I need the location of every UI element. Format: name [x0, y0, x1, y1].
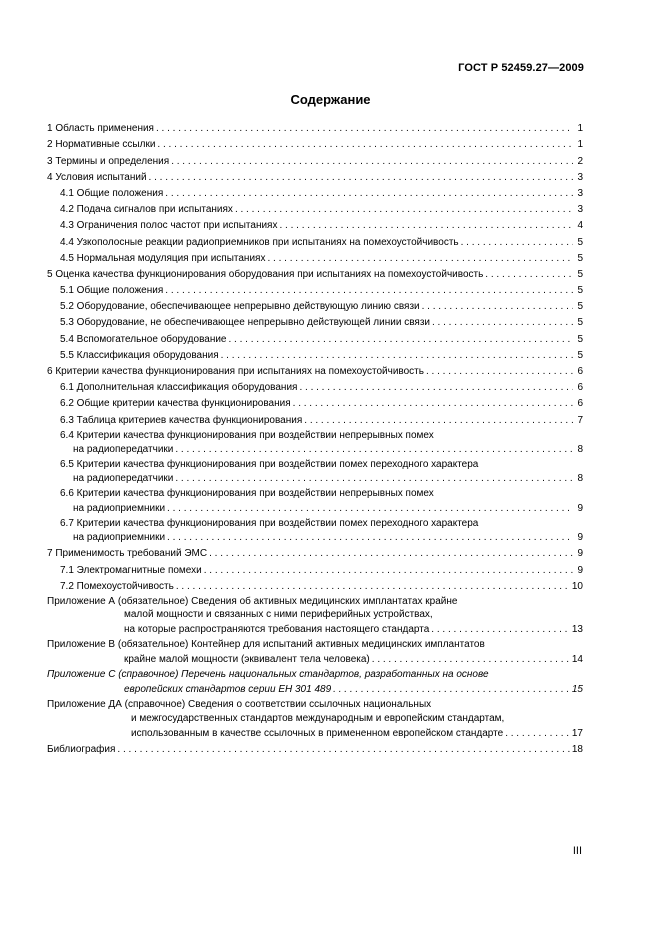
toc-entry-label: 4.4 Узкополосные реакции радиоприемников при испытаниях на помехоустойчивость	[60, 236, 459, 248]
toc-entry-label-cont: на радиоприемники	[73, 532, 166, 544]
toc-entry-1[interactable]	[47, 119, 583, 135]
appendix-heading-cont: на которые распространяются требования настоящего стандарта	[124, 624, 430, 636]
toc-entry-7-2[interactable]	[47, 577, 583, 593]
dot-leader	[157, 139, 573, 151]
toc-entry-label: 6.2 Общие критерии качества функционирования	[60, 398, 291, 410]
appendix-heading: Приложение ДА (справочное) Сведения о соответствии ссылочных национальных	[47, 699, 432, 711]
toc-entry-label: 5.3 Оборудование, не обеспечивающее непрерывно действующей линии связи	[60, 317, 430, 329]
toc-entry-page: 9	[577, 548, 583, 560]
toc-entry-label: 4.2 Подача сигналов при испытаниях	[60, 204, 233, 216]
dot-leader	[299, 382, 573, 394]
dot-leader	[204, 565, 573, 577]
toc-entry-page: 15	[571, 684, 583, 696]
dot-leader	[165, 188, 573, 200]
toc-entry-page: 14	[571, 654, 583, 666]
toc-entry-4-3[interactable]	[47, 216, 583, 232]
toc-entry-label-cont: на радиоприемники	[73, 502, 166, 514]
toc-entry-5-5[interactable]	[47, 346, 583, 362]
appendix-heading-cont: малой мощности и связанных с ними периферийных устройствах,	[124, 609, 433, 621]
appendix-heading-cont: европейских стандартов серии ЕН 301 489	[124, 684, 332, 696]
toc-entry-label: 6 Критерии качества функционирования при испытаниях на помехоустойчивость	[47, 366, 424, 377]
toc-entry-page: 9	[577, 532, 583, 544]
page-title: Содержание	[290, 92, 371, 107]
toc-entry-label: 5.4 Вспомогательное оборудование	[60, 333, 227, 345]
toc-entry-6-4[interactable]	[47, 427, 583, 456]
toc-entry-label: 7.1 Электромагнитные помехи	[60, 564, 202, 576]
dot-leader	[422, 301, 573, 313]
appendix-heading-cont: использованным в качестве ссылочных в примененном европейском стандарте	[131, 727, 504, 739]
dot-leader	[229, 334, 574, 346]
toc-entry-label: 5.1 Общие положения	[60, 285, 164, 297]
toc-entry-page: 5	[577, 236, 583, 248]
toc-entry-page: 5	[577, 317, 583, 329]
dot-leader	[167, 503, 573, 515]
toc-entry-label: 6.6 Критерии качества функционирования при воздействии непрерывных помех	[60, 488, 434, 500]
dot-leader	[167, 532, 573, 544]
toc-entry-label: 5.5 Классификация оборудования	[60, 349, 219, 361]
toc-entry-6-3[interactable]	[47, 410, 583, 426]
toc-entry-5[interactable]	[47, 265, 583, 281]
toc-entry-5-2[interactable]	[47, 297, 583, 313]
toc-entry-label: 6.1 Дополнительная классификация оборудования	[60, 382, 298, 394]
toc-entry-5-1[interactable]	[47, 281, 583, 297]
toc-entry-6-2[interactable]	[47, 394, 583, 410]
dot-leader	[431, 624, 570, 636]
toc-entry-page: 2	[577, 155, 583, 167]
toc-entry-label: 6.3 Таблица критериев качества функционирования	[60, 414, 303, 426]
toc-entry-label: 1 Область применения	[47, 123, 154, 135]
toc-entry-page: 1	[577, 139, 583, 151]
toc-entry-page: 13	[571, 624, 583, 636]
dot-leader	[149, 172, 573, 184]
toc-entry-page: 5	[577, 301, 583, 313]
toc-entry-page: 3	[577, 204, 583, 216]
toc-entry-page: 1	[577, 123, 583, 135]
dot-leader	[176, 581, 570, 593]
dot-leader	[171, 156, 573, 168]
toc-entry-page: 9	[577, 564, 583, 576]
toc-entry-4-4[interactable]	[47, 232, 583, 248]
toc-entry-page: 3	[577, 187, 583, 199]
toc-entry-page: 4	[577, 220, 583, 232]
dot-leader	[117, 744, 569, 756]
toc-entry-7[interactable]	[47, 544, 583, 560]
toc-appendix-b[interactable]	[47, 636, 583, 666]
table-of-contents	[47, 119, 583, 756]
toc-entry-page: 6	[577, 398, 583, 410]
dot-leader	[279, 220, 573, 232]
page-number: III	[572, 845, 582, 857]
toc-entry-label: 5 Оценка качества функционирования оборудования при испытаниях на помехоустойчивость	[47, 268, 484, 280]
dot-leader	[156, 123, 573, 135]
toc-entry-label: 6.5 Критерии качества функционирования при воздействии помех переходного характера	[60, 458, 479, 470]
dot-leader	[209, 548, 573, 560]
dot-leader	[505, 728, 570, 740]
toc-entry-page: 7	[577, 414, 583, 426]
toc-entry-2[interactable]	[47, 135, 583, 151]
dot-leader	[432, 317, 573, 329]
dot-leader	[293, 398, 573, 410]
dot-leader	[235, 204, 573, 216]
dot-leader	[426, 366, 573, 378]
toc-entry-4-1[interactable]	[47, 184, 583, 200]
toc-entry-label-cont: на радиопередатчики	[73, 473, 174, 485]
dot-leader	[221, 350, 573, 362]
toc-entry-label: 6.7 Критерии качества функционирования при воздействии помех переходного характера	[60, 517, 479, 529]
toc-entry-label: 2 Нормативные ссылки	[47, 139, 156, 151]
toc-entry-7-1[interactable]	[47, 560, 583, 576]
appendix-heading: Приложение А (обязательное) Сведения об активных медицинских имплантатах крайне	[47, 595, 458, 607]
toc-entry-page: 3	[577, 171, 583, 183]
toc-entry-page: 6	[577, 382, 583, 394]
toc-entry-page: 17	[571, 727, 583, 739]
dot-leader	[372, 654, 570, 666]
appendix-heading-cont: и межгосударственных стандартов международным и европейским стандартам,	[131, 712, 505, 724]
toc-appendix-a[interactable]	[47, 593, 583, 637]
toc-entry-label: 4 Условия испытаний	[47, 171, 147, 183]
toc-entry-page: 5	[577, 333, 583, 345]
toc-entry-page: 9	[577, 502, 583, 514]
toc-entry-6-5[interactable]	[47, 456, 583, 485]
dot-leader	[304, 415, 573, 427]
document-code: ГОСТ Р 52459.27—2009	[458, 62, 584, 74]
dot-leader	[333, 684, 570, 696]
toc-entry-label: 3 Термины и определения	[47, 155, 170, 167]
dot-leader	[267, 253, 573, 265]
toc-entry-4[interactable]	[47, 168, 583, 184]
toc-appendix-c[interactable]	[47, 666, 583, 696]
toc-entry-label: 4.5 Нормальная модуляция при испытаниях	[60, 252, 266, 264]
toc-entry-label: 4.3 Ограничения полос частот при испытаниях	[60, 220, 278, 232]
appendix-heading-cont: крайне малой мощности (эквивалент тела человека)	[124, 654, 370, 666]
toc-entry-page: 8	[577, 443, 583, 455]
toc-entry-label: 7 Применимость требований ЭМС	[47, 548, 208, 560]
toc-entry-page: 18	[571, 743, 583, 755]
toc-entry-6[interactable]	[47, 362, 583, 378]
toc-entry-label: Библиография	[47, 743, 116, 755]
toc-entry-label-cont: на радиопередатчики	[73, 443, 174, 455]
dot-leader	[175, 444, 573, 456]
toc-entry-label: 7.2 Помехоустойчивость	[60, 580, 174, 592]
toc-entry-4-2[interactable]	[47, 200, 583, 216]
toc-entry-page: 10	[571, 580, 583, 592]
toc-entry-page: 5	[577, 349, 583, 361]
toc-entry-page: 8	[577, 473, 583, 485]
toc-entry-5-3[interactable]	[47, 313, 583, 329]
toc-entry-6-7[interactable]	[47, 515, 583, 544]
toc-entry-label: 6.4 Критерии качества функционирования при воздействии непрерывных помех	[60, 429, 434, 441]
toc-entry-page: 6	[577, 366, 583, 377]
toc-entry-page: 5	[577, 285, 583, 297]
toc-entry-6-1[interactable]	[47, 378, 583, 394]
toc-entry-label: 5.2 Оборудование, обеспечивающее непрерывно действующую линию связи	[60, 301, 420, 313]
toc-entry-page: 5	[577, 252, 583, 264]
appendix-heading: Приложение В (обязательное) Контейнер для испытаний активных медицинских имплантатов	[47, 639, 485, 651]
appendix-heading: Приложение С (справочное) Перечень национальных стандартов, разработанных на основе	[47, 669, 489, 681]
toc-entry-6-6[interactable]	[47, 485, 583, 514]
toc-entry-4-5[interactable]	[47, 249, 583, 265]
toc-entry-5-4[interactable]	[47, 329, 583, 345]
dot-leader	[461, 237, 573, 249]
toc-appendix-da[interactable]	[47, 696, 583, 740]
toc-entry-3[interactable]	[47, 151, 583, 167]
dot-leader	[485, 269, 573, 281]
dot-leader	[175, 473, 573, 485]
toc-entry-label: 4.1 Общие положения	[60, 187, 164, 199]
dot-leader	[165, 285, 573, 297]
toc-entry-bibliography[interactable]	[47, 740, 583, 756]
toc-entry-page: 5	[577, 268, 583, 280]
